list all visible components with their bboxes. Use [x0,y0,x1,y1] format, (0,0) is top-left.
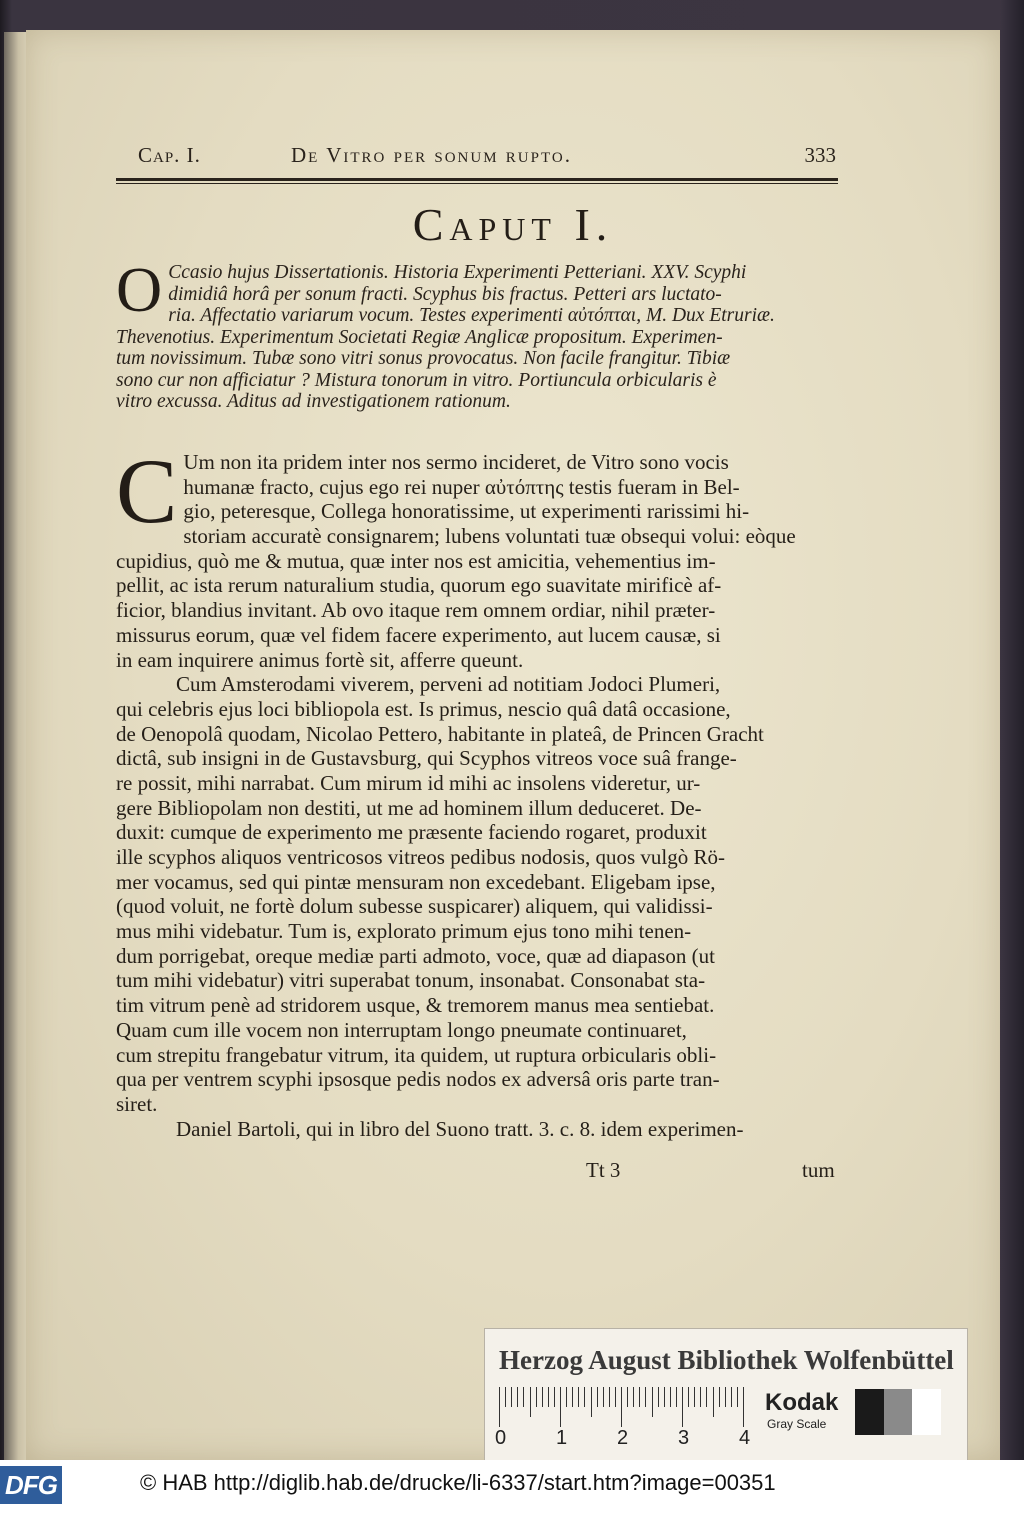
ruler-tick [621,1387,622,1427]
ruler-tick [523,1387,524,1407]
book-page [26,30,1000,1460]
ruler-tick [743,1387,744,1427]
text-line: cupidius, quò me & mutua, quæ inter nos est amicitia, vehementius im- [116,548,716,573]
page-edge [4,32,28,1460]
ruler-tick [591,1387,592,1417]
body-text [116,440,838,1141]
text-line: in eam inquirere animus fortè sit, afferre queunt. [116,647,524,672]
ruler-tick [706,1387,707,1407]
ruler-tick [536,1387,537,1407]
running-head-chapter: Cap. I. [138,143,201,167]
text-line: Daniel Bartoli, qui in libro del Suono tratt. 3. c. 8. idem experimen- [176,1116,744,1141]
ruler-tick [737,1387,738,1407]
ruler-tick [597,1387,598,1407]
text-line: gio, peteresque, Collega honoratissime, ut experimenti rarissimi hi- [183,499,750,524]
ruler-tick [530,1387,531,1417]
ruler-tick [713,1387,714,1417]
ruler-label: 0 [495,1427,507,1449]
ruler-tick [676,1387,677,1407]
body-drop-initial: C [116,440,178,542]
ruler-tick [633,1387,634,1407]
gray-swatch-dark [855,1389,884,1435]
text-line: tum mihi videbatur) vitri superabat tonum, insonabat. Consonabat sta- [116,968,706,993]
ruler-tick [572,1387,573,1407]
ruler-tick [645,1387,646,1407]
summary-line: Ccasio hujus Dissertationis. Historia Experimenti Petteriani. XXV. Scyphi [168,262,747,283]
ruler-tick [615,1387,616,1407]
ruler-tick [639,1387,640,1407]
chapter-title: Caput I. [412,199,614,250]
summary-line: sono cur non afficiatur ? Mistura tonorum in vitro. Portiuncula orbicularis è [116,369,717,391]
copyright-link[interactable]: © HAB http://diglib.hab.de/drucke/li-6337/start.htm?image=00351 [140,1470,776,1495]
ruler-tick [566,1387,567,1407]
ruler-tick [548,1387,549,1407]
summary-line: Thevenotius. Experimentum Societati Regiæ Anglicæ propositum. Experimen- [116,326,723,348]
text-line: re possit, mihi narrabat. Cum mirum id mihi ac insolens videretur, ur- [116,770,701,795]
ruler-tick [670,1387,671,1407]
ruler-tick [725,1387,726,1407]
text-line: mus mihi videbatur. Tum is, explorato primum ejus tono mihi tenen- [116,919,692,944]
text-line: Quam cum ille vocem non interruptam longo pneumate continuaret, [116,1017,687,1042]
gray-swatches [855,1389,941,1435]
gray-swatch-mid [884,1389,913,1435]
scale-ruler [499,1387,749,1427]
ruler-tick [688,1387,689,1407]
text-line: Cum Amsterodami viverem, perveni ad notitiam Jodoci Plumeri, [176,672,721,697]
ruler-tick [658,1387,659,1407]
gray-scale-label: Gray Scale [767,1417,827,1431]
text-line: duxit: cumque de experimento me præsente faciendo rogaret, produxit [116,820,707,845]
ruler-label: 3 [678,1427,690,1449]
summary-line: tum novissimum. Tubæ sono vitri sonus provocatus. Non facile frangitur. Tibiæ [116,348,731,369]
ruler-label: 4 [739,1427,751,1449]
running-head-title: De Vitro per sonum rupto. [291,143,572,167]
text-line: gere Bibliopolam non destiti, ut me ad hominem illum deduceret. De- [116,795,702,820]
ruler-tick [652,1387,653,1417]
catchword: tum [802,1158,835,1182]
text-line: tim vitrum penè ad stridorem usque, & tremorem manus mea sentiebat. [116,993,715,1018]
text-line: (quod voluit, ne fortè dolum subesse suspicarer) aliquem, qui validissi- [116,894,713,919]
ruler-tick [584,1387,585,1407]
ruler-tick [603,1387,604,1407]
text-line: qui celebris ejus loci bibliopola est. Is primus, nescio quâ datâ occasione, [116,696,731,721]
text-line: mer vocamus, sed qui pintæ mensuram non excedebant. Eligebam ipse, [116,869,716,894]
text-line: storiam accuratè consignarem; lubens voluntati tuæ obsequi volui: eòque [183,524,796,549]
running-head [116,143,836,177]
ruler-tick [700,1387,701,1407]
summary-line: vitro excussa. Aditus ad investigationem rationum. [116,391,511,412]
ruler-label: 2 [617,1427,629,1449]
ruler-tick [517,1387,518,1407]
text-line: siret. [116,1091,158,1116]
library-name: Herzog August Bibliothek Wolfenbüttel [499,1345,954,1375]
ruler-tick [499,1387,500,1427]
text-line: ficior, blandius invitant. Ab ovo itaque rem omnem ordiar, nihil præter- [116,598,716,623]
ruler-tick [609,1387,610,1407]
ruler-tick [505,1387,506,1407]
dfg-logo[interactable]: DFG [0,1466,62,1504]
ruler-tick [731,1387,732,1407]
text-line: missurus eorum, quæ vel fidem facere experimento, aut lucem causæ, si [116,622,721,647]
ruler-tick [682,1387,683,1427]
text-line: de Oenopolâ quodam, Nicolao Pettero, habitante in plateâ, de Princen Gracht [116,721,764,746]
kodak-logo: Kodak [765,1389,839,1416]
ruler-labels [495,1427,755,1453]
summary-drop-initial: O [116,254,163,325]
ruler-tick [542,1387,543,1407]
text-line: pellit, ac ista rerum naturalium studia, quorum ego suavitate mirificè af- [116,573,722,598]
ruler-tick [578,1387,579,1407]
ruler-tick [560,1387,561,1427]
text-line: ille scyphos aliquos ventricosos vitreos pedibus nodosis, quos vulgò Rö- [116,845,725,869]
header-rule-thin [116,183,838,184]
text-line: qua per ventrem scyphi ipsosque pedis nodos ex adversâ oris parte tran- [116,1067,720,1092]
header-rule [116,178,838,181]
text-line: cum strepitu frangebatur vitrum, ita quidem, ut ruptura orbicularis obli- [116,1042,717,1067]
ruler-tick [719,1387,720,1407]
ruler-tick [694,1387,695,1407]
ruler-tick [627,1387,628,1407]
summary-line: ria. Affectatio variarum vocum. Testes experimenti αὐτόπται, M. Dux Etruriæ. [168,305,775,326]
gray-swatch-light [912,1389,941,1435]
text-line: dictâ, sub insigni in de Gustavsburg, qui Scyphos vitreos voce suâ frange- [116,746,737,771]
summary-line: dimidiâ horâ per sonum fracti. Scyphus bis fractus. Petteri ars luctato- [168,283,722,305]
page-number: 333 [804,143,836,167]
text-line: dum porrigebat, oreque mediæ parti admoto, voce, quæ ad diapason (ut [116,943,715,968]
ruler-tick [511,1387,512,1407]
ruler-tick [664,1387,665,1407]
ruler-label: 1 [556,1427,568,1449]
ruler-tick [554,1387,555,1407]
signature-mark: Tt 3 [586,1158,621,1182]
color-reference-card [484,1328,968,1462]
text-line: humanæ fracto, cujus ego rei nuper αὐτόπτης testis fueram in Bel- [183,474,740,499]
chapter-summary [116,254,838,413]
text-line: Um non ita pridem inter nos sermo incideret, de Vitro sono vocis [183,450,729,474]
